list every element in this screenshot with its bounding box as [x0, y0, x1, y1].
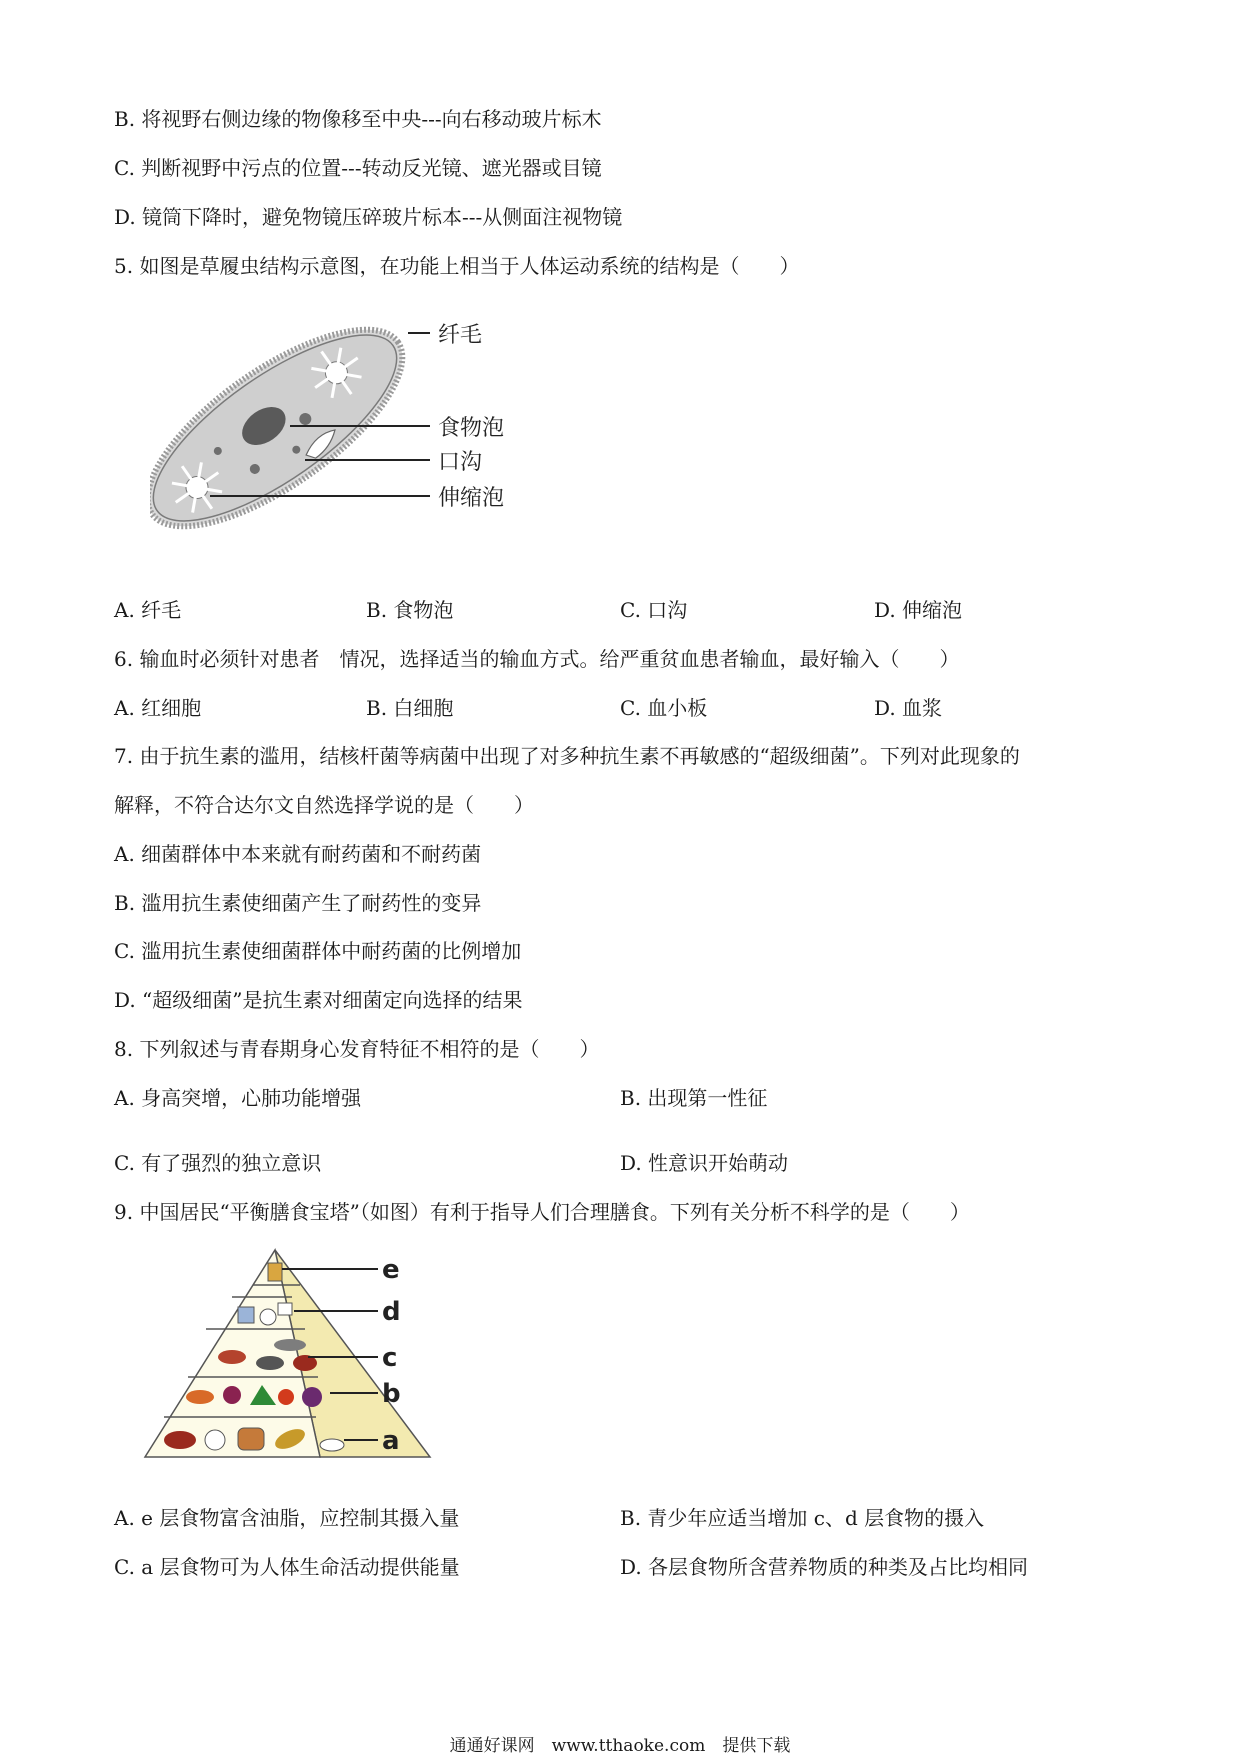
q9-option-b: B. 青少年应适当增加 c、d 层食物的摄入	[620, 1506, 985, 1530]
q9-option-c: C. a 层食物可为人体生命活动提供能量	[114, 1555, 460, 1579]
q7-option-d: D. “超级细菌”是抗生素对细菌定向选择的结果	[114, 988, 523, 1012]
q6-option-b: B. 白细胞	[366, 696, 454, 720]
q9-option-d: D. 各层食物所含营养物质的种类及占比均相同	[620, 1555, 1029, 1579]
q7-stem-line2: 解释，不符合达尔文自然选择学说的是（ ）	[114, 793, 534, 817]
q4-option-c: C. 判断视野中污点的位置---转动反光镜、遮光器或目镜	[114, 156, 602, 180]
label-food-vacuole: 食物泡	[438, 416, 505, 441]
q6-option-a: A. 红细胞	[114, 696, 202, 720]
q8-option-d: D. 性意识开始萌动	[620, 1151, 789, 1175]
q7-option-a: A. 细菌群体中本来就有耐药菌和不耐药菌	[114, 842, 482, 866]
q7-option-c: C. 滥用抗生素使细菌群体中耐药菌的比例增加	[114, 939, 522, 963]
q7-option-b: B. 滥用抗生素使细菌产生了耐药性的变异	[114, 891, 482, 915]
pyramid-label-d: d	[382, 1297, 401, 1327]
q8-option-c: C. 有了强烈的独立意识	[114, 1151, 322, 1175]
label-oral-groove: 口沟	[438, 450, 483, 475]
q5-stem: 5. 如图是草履虫结构示意图，在功能上相当于人体运动系统的结构是（ ）	[114, 254, 800, 278]
q7-stem-line1: 7. 由于抗生素的滥用，结核杆菌等病菌中出现了对多种抗生素不再敏感的“超级细菌”。下列对此现象的	[114, 744, 1020, 768]
q8-option-b: B. 出现第一性征	[620, 1086, 768, 1110]
pyramid-label-e: e	[382, 1255, 400, 1285]
q4-option-b: B. 将视野右侧边缘的物像移至中央---向右移动玻片标木	[114, 107, 602, 131]
q9-stem: 9. 中国居民“平衡膳食宝塔”（如图）有利于指导人们合理膳食。下列有关分析不科学的是（ ）	[114, 1200, 970, 1224]
q5-option-b: B. 食物泡	[366, 598, 454, 622]
label-cilia: 纤毛	[438, 323, 483, 348]
q5-option-a: A. 纤毛	[114, 598, 182, 622]
q9-option-a: A. e 层食物富含油脂，应控制其摄入量	[114, 1506, 460, 1530]
q4-option-d: D. 镜筒下降时，避免物镜压碎玻片标本---从侧面注视物镜	[114, 205, 623, 229]
q6-stem: 6. 输血时必须针对患者 情况，选择适当的输血方式。给严重贫血患者输血，最好输入（ ）	[114, 647, 960, 671]
q6-option-c: C. 血小板	[620, 696, 708, 720]
q5-option-d: D. 伸缩泡	[874, 598, 963, 622]
food-pyramid-diagram	[140, 1245, 460, 1470]
q8-option-a: A. 身高突增，心肺功能增强	[114, 1086, 362, 1110]
label-contractile-vacuole: 伸缩泡	[438, 486, 505, 511]
pyramid-label-b: b	[382, 1379, 401, 1409]
pyramid-label-a: a	[382, 1426, 400, 1456]
q6-option-d: D. 血浆	[874, 696, 943, 720]
q8-stem: 8. 下列叙述与青春期身心发育特征不相符的是（ ）	[114, 1037, 600, 1061]
page-footer: 通通好课网 www.tthaoke.com 提供下载	[449, 1736, 791, 1756]
pyramid-label-c: c	[382, 1343, 398, 1373]
q5-option-c: C. 口沟	[620, 598, 688, 622]
paramecium-diagram	[150, 300, 520, 570]
